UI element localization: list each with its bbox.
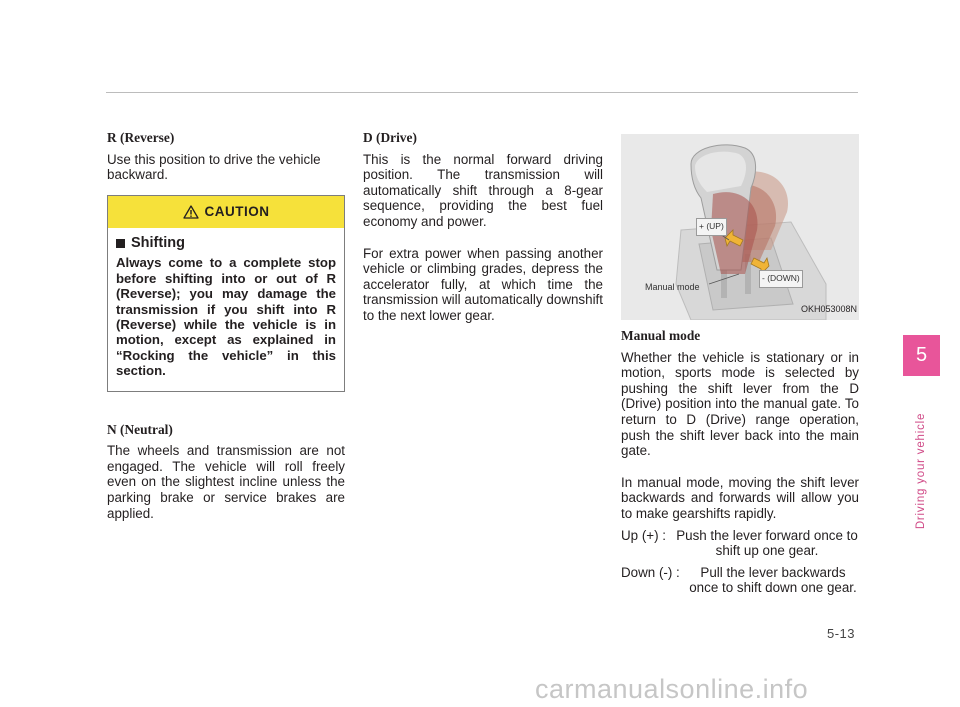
chapter-title: Driving your vehicle — [915, 412, 927, 530]
caution-header — [108, 196, 344, 228]
left-column — [107, 130, 345, 521]
page-number: 5-13 — [827, 626, 856, 641]
caution-text: Always come to a complete stop before shifting into or out of R (Reverse); you may damage the transmission if you shift into R (Reverse) while the vehicle is in motion, except as explained in “Rocking the vehicle” in this section. — [116, 255, 336, 379]
up-key: Up (+) : — [621, 527, 667, 543]
caution-body — [108, 228, 344, 391]
figure-code: OKH053008N — [800, 304, 857, 315]
drive-text-2: For extra power when passing another vehicle or climbing grades, depress the accelerator fully, at which time the transmission will automatically downshift to the next lower gear. — [363, 245, 603, 323]
shift-lever-figure — [621, 134, 859, 320]
caution-subtitle-text: Shifting — [131, 234, 185, 251]
warning-triangle-icon — [183, 205, 199, 219]
caution-title: CAUTION — [204, 203, 270, 219]
down-value: Pull the lever backwards once to shift down one gear. — [689, 564, 857, 596]
up-value: Push the lever forward once to shift up one gear. — [676, 527, 858, 559]
reverse-text: Use this position to drive the vehicle backward. — [107, 151, 321, 183]
manual-heading: Manual mode — [621, 328, 701, 343]
reverse-heading: R (Reverse) — [107, 130, 175, 145]
top-rule — [106, 92, 858, 93]
up-label: + (UP) — [696, 218, 727, 236]
chapter-tab: 5 — [903, 335, 940, 376]
watermark: carmanualsonline.info — [535, 674, 809, 704]
down-key: Down (-) : — [621, 564, 680, 580]
manual-text-2: In manual mode, moving the shift lever backwards and forwards will allow you to make gearshifts rapidly. — [621, 474, 859, 521]
neutral-text: The wheels and transmission are not engaged. The vehicle will roll freely even on the slightest incline unless the parking brake or service brakes are applied. — [107, 443, 345, 521]
caution-subtitle — [116, 236, 336, 252]
down-label: - (DOWN) — [759, 270, 803, 288]
drive-heading: D (Drive) — [363, 130, 417, 145]
middle-column — [363, 130, 603, 324]
right-column — [621, 134, 859, 596]
manual-text-1: Whether the vehicle is stationary or in motion, sports mode is selected by pushing the shift lever from the D (Drive) position into the manual gate. To return to D (Drive) range operation, push the shift lever back into the main gate. — [621, 349, 859, 459]
neutral-heading: N (Neutral) — [107, 421, 173, 437]
down-instruction — [621, 565, 859, 596]
manual-mode-label: Manual mode — [645, 282, 700, 292]
up-instruction — [621, 528, 859, 559]
caution-box — [107, 195, 345, 392]
square-bullet-icon — [116, 239, 125, 248]
drive-text-1: This is the normal forward driving position. The transmission will automatically shift through a 8-gear sequence, providing the best fuel economy and power. — [363, 151, 603, 229]
